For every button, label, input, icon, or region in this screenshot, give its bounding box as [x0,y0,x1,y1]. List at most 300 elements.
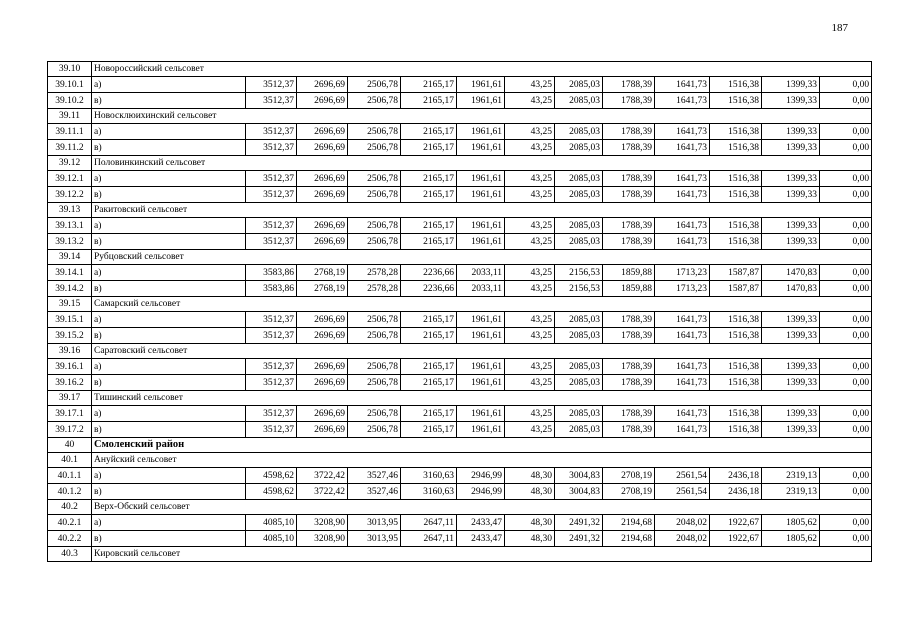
value-cell: 4598,62 [246,484,297,500]
section-row [48,500,872,515]
value-cell: 43,25 [505,328,555,344]
value-cell: 1961,61 [457,375,505,391]
value-cell: 1641,73 [655,124,710,140]
value-cell: 2696,69 [297,422,348,438]
row-code: 39.17.2 [48,422,92,438]
value-cell: 1516,38 [710,234,762,250]
value-cell: 1788,39 [603,124,655,140]
value-cell: 1788,39 [603,375,655,391]
value-cell: 1961,61 [457,406,505,422]
value-cell: 3004,83 [555,484,603,500]
value-cell: 2696,69 [297,312,348,328]
value-cell: 3013,95 [348,531,401,547]
value-cell: 1961,61 [457,140,505,156]
row-code: 39.17 [48,391,92,406]
value-cell: 3512,37 [246,359,297,375]
value-cell: 1713,23 [655,281,710,297]
value-cell: 43,25 [505,234,555,250]
value-cell: 1961,61 [457,328,505,344]
value-cell: 1641,73 [655,140,710,156]
value-cell: 1961,61 [457,171,505,187]
table-row [48,234,872,250]
value-cell: 1961,61 [457,312,505,328]
value-cell: 2506,78 [348,124,401,140]
value-cell: 2578,28 [348,265,401,281]
value-cell: 2946,99 [457,468,505,484]
value-cell: 1961,61 [457,77,505,93]
value-cell: 4085,10 [246,531,297,547]
value-cell: 0,00 [820,531,872,547]
section-row [48,344,872,359]
row-code: 39.12.2 [48,187,92,203]
value-cell: 2561,54 [655,484,710,500]
value-cell: 2433,47 [457,531,505,547]
value-cell: 3512,37 [246,171,297,187]
row-label: в) [92,484,246,500]
value-cell: 0,00 [820,468,872,484]
row-code: 39.16.1 [48,359,92,375]
row-label: а) [92,468,246,484]
value-cell: 2085,03 [555,359,603,375]
value-cell: 2048,02 [655,515,710,531]
row-code: 40 [48,438,92,453]
row-code: 39.13.1 [48,218,92,234]
value-cell: 43,25 [505,422,555,438]
row-label: а) [92,359,246,375]
row-code: 40.1 [48,453,92,468]
value-cell: 1859,88 [603,265,655,281]
value-cell: 2696,69 [297,375,348,391]
value-cell: 2506,78 [348,422,401,438]
value-cell: 1399,33 [762,171,820,187]
value-cell: 2236,66 [401,265,457,281]
value-cell: 0,00 [820,422,872,438]
section-row [48,109,872,124]
value-cell: 2319,13 [762,484,820,500]
section-name: Новороссийский сельсовет [92,62,872,77]
value-cell: 0,00 [820,375,872,391]
value-cell: 1587,87 [710,281,762,297]
table-row [48,187,872,203]
row-code: 40.1.2 [48,484,92,500]
value-cell: 2506,78 [348,359,401,375]
value-cell: 1399,33 [762,359,820,375]
value-cell: 2506,78 [348,375,401,391]
row-label: а) [92,312,246,328]
value-cell: 3527,46 [348,468,401,484]
row-code: 39.10.1 [48,77,92,93]
value-cell: 1788,39 [603,234,655,250]
value-cell: 2085,03 [555,124,603,140]
value-cell: 0,00 [820,359,872,375]
table-row [48,328,872,344]
row-label: в) [92,281,246,297]
value-cell: 3583,86 [246,265,297,281]
value-cell: 4085,10 [246,515,297,531]
value-cell: 2165,17 [401,422,457,438]
value-cell: 2165,17 [401,171,457,187]
row-label: а) [92,218,246,234]
value-cell: 3722,42 [297,484,348,500]
value-cell: 1516,38 [710,312,762,328]
value-cell: 2085,03 [555,77,603,93]
value-cell: 1516,38 [710,187,762,203]
table-row [48,312,872,328]
value-cell: 1641,73 [655,359,710,375]
value-cell: 2506,78 [348,406,401,422]
value-cell: 2506,78 [348,93,401,109]
value-cell: 43,25 [505,265,555,281]
value-cell: 1516,38 [710,140,762,156]
value-cell: 2165,17 [401,77,457,93]
row-code: 39.12.1 [48,171,92,187]
row-code: 39.14 [48,250,92,265]
value-cell: 1399,33 [762,312,820,328]
value-cell: 2696,69 [297,93,348,109]
value-cell: 3013,95 [348,515,401,531]
value-cell: 2696,69 [297,77,348,93]
row-label: а) [92,77,246,93]
section-row [48,297,872,312]
value-cell: 2085,03 [555,328,603,344]
value-cell: 43,25 [505,375,555,391]
value-cell: 2085,03 [555,234,603,250]
value-cell: 1399,33 [762,406,820,422]
value-cell: 1516,38 [710,328,762,344]
value-cell: 1399,33 [762,422,820,438]
value-cell: 4598,62 [246,468,297,484]
value-cell: 2319,13 [762,468,820,484]
value-cell: 2708,19 [603,468,655,484]
row-label: в) [92,234,246,250]
value-cell: 2194,68 [603,531,655,547]
value-cell: 1805,62 [762,531,820,547]
value-cell: 2506,78 [348,140,401,156]
value-cell: 1641,73 [655,328,710,344]
value-cell: 0,00 [820,328,872,344]
value-cell: 0,00 [820,234,872,250]
value-cell: 2491,32 [555,531,603,547]
value-cell: 1788,39 [603,187,655,203]
table-row [48,515,872,531]
section-row [48,453,872,468]
value-cell: 3512,37 [246,77,297,93]
value-cell: 2165,17 [401,312,457,328]
section-name: Ракитовский сельсовет [92,203,872,218]
value-cell: 2236,66 [401,281,457,297]
value-cell: 1399,33 [762,187,820,203]
value-cell: 2165,17 [401,218,457,234]
value-cell: 0,00 [820,187,872,203]
value-cell: 1516,38 [710,77,762,93]
section-name: Кировский сельсовет [92,547,872,562]
value-cell: 3512,37 [246,218,297,234]
value-cell: 2506,78 [348,328,401,344]
value-cell: 2696,69 [297,234,348,250]
section-row [48,547,872,562]
row-code: 39.14.1 [48,265,92,281]
value-cell: 2033,11 [457,281,505,297]
section-row [48,62,872,77]
row-label: в) [92,422,246,438]
value-cell: 2194,68 [603,515,655,531]
value-cell: 1399,33 [762,234,820,250]
value-cell: 2696,69 [297,406,348,422]
value-cell: 1788,39 [603,171,655,187]
value-cell: 2085,03 [555,187,603,203]
value-cell: 1788,39 [603,422,655,438]
value-cell: 1641,73 [655,77,710,93]
value-cell: 1516,38 [710,171,762,187]
value-cell: 2506,78 [348,218,401,234]
value-cell: 1470,83 [762,281,820,297]
value-cell: 3512,37 [246,93,297,109]
value-cell: 3512,37 [246,422,297,438]
table-row [48,468,872,484]
value-cell: 2165,17 [401,140,457,156]
district-name: Смоленский район [92,438,872,453]
table-row [48,124,872,140]
value-cell: 3160,63 [401,468,457,484]
value-cell: 2696,69 [297,187,348,203]
value-cell: 1399,33 [762,375,820,391]
value-cell: 3512,37 [246,312,297,328]
value-cell: 3583,86 [246,281,297,297]
row-code: 39.17.1 [48,406,92,422]
value-cell: 2696,69 [297,171,348,187]
value-cell: 43,25 [505,171,555,187]
value-cell: 0,00 [820,265,872,281]
value-cell: 43,25 [505,312,555,328]
value-cell: 2696,69 [297,218,348,234]
value-cell: 1641,73 [655,375,710,391]
value-cell: 2085,03 [555,93,603,109]
value-cell: 0,00 [820,515,872,531]
table-row [48,375,872,391]
table-row [48,406,872,422]
row-code: 39.11 [48,109,92,124]
table-row [48,93,872,109]
value-cell: 1641,73 [655,171,710,187]
value-cell: 3160,63 [401,484,457,500]
value-cell: 2436,18 [710,468,762,484]
row-code: 39.15.2 [48,328,92,344]
value-cell: 2506,78 [348,312,401,328]
value-cell: 1641,73 [655,187,710,203]
value-cell: 2085,03 [555,140,603,156]
value-cell: 1641,73 [655,312,710,328]
value-cell: 1788,39 [603,77,655,93]
value-cell: 1805,62 [762,515,820,531]
value-cell: 0,00 [820,484,872,500]
value-cell: 0,00 [820,218,872,234]
row-code: 39.14.2 [48,281,92,297]
value-cell: 1399,33 [762,124,820,140]
value-cell: 1516,38 [710,218,762,234]
value-cell: 43,25 [505,140,555,156]
value-cell: 43,25 [505,124,555,140]
value-cell: 1399,33 [762,77,820,93]
value-cell: 2085,03 [555,422,603,438]
value-cell: 1961,61 [457,218,505,234]
value-cell: 3004,83 [555,468,603,484]
row-code: 40.1.1 [48,468,92,484]
value-cell: 0,00 [820,171,872,187]
section-name: Новосклюихинский сельсовет [92,109,872,124]
value-cell: 2156,53 [555,281,603,297]
value-cell: 2647,11 [401,531,457,547]
value-cell: 3512,37 [246,124,297,140]
value-cell: 0,00 [820,124,872,140]
row-code: 39.15 [48,297,92,312]
row-code: 39.11.1 [48,124,92,140]
value-cell: 2696,69 [297,124,348,140]
row-code: 39.13.2 [48,234,92,250]
value-cell: 1641,73 [655,218,710,234]
section-name: Верх-Обский сельсовет [92,500,872,515]
value-cell: 2506,78 [348,77,401,93]
value-cell: 43,25 [505,406,555,422]
value-cell: 1961,61 [457,187,505,203]
row-code: 40.3 [48,547,92,562]
table-row [48,281,872,297]
value-cell: 2506,78 [348,187,401,203]
value-cell: 1961,61 [457,124,505,140]
value-cell: 3208,90 [297,531,348,547]
value-cell: 1399,33 [762,93,820,109]
value-cell: 3512,37 [246,140,297,156]
value-cell: 2946,99 [457,484,505,500]
value-cell: 43,25 [505,281,555,297]
row-label: в) [92,140,246,156]
row-label: а) [92,171,246,187]
value-cell: 3527,46 [348,484,401,500]
value-cell: 1788,39 [603,406,655,422]
row-code: 39.15.1 [48,312,92,328]
table-row [48,77,872,93]
value-cell: 1587,87 [710,265,762,281]
table-row [48,218,872,234]
value-cell: 2085,03 [555,171,603,187]
value-cell: 2491,32 [555,515,603,531]
row-code: 39.16 [48,344,92,359]
row-code: 40.2.2 [48,531,92,547]
row-code: 40.2.1 [48,515,92,531]
value-cell: 0,00 [820,93,872,109]
value-cell: 1713,23 [655,265,710,281]
value-cell: 3722,42 [297,468,348,484]
value-cell: 0,00 [820,77,872,93]
row-label: в) [92,531,246,547]
value-cell: 1641,73 [655,422,710,438]
value-cell: 2165,17 [401,375,457,391]
value-cell: 3512,37 [246,375,297,391]
value-cell: 1788,39 [603,93,655,109]
section-name: Самарский сельсовет [92,297,872,312]
section-row [48,391,872,406]
value-cell: 1961,61 [457,93,505,109]
value-cell: 2085,03 [555,406,603,422]
row-code: 39.12 [48,156,92,171]
row-label: а) [92,265,246,281]
value-cell: 2561,54 [655,468,710,484]
page-number: 187 [831,22,848,34]
table-body [48,62,872,562]
value-cell: 48,30 [505,484,555,500]
value-cell: 2506,78 [348,171,401,187]
value-cell: 1399,33 [762,140,820,156]
value-cell: 1641,73 [655,406,710,422]
value-cell: 1961,61 [457,234,505,250]
value-cell: 1788,39 [603,328,655,344]
value-cell: 1399,33 [762,218,820,234]
value-cell: 1470,83 [762,265,820,281]
section-name: Тишинский сельсовет [92,391,872,406]
section-name: Саратовский сельсовет [92,344,872,359]
table-row [48,171,872,187]
table-row [48,531,872,547]
value-cell: 2768,19 [297,265,348,281]
value-cell: 0,00 [820,281,872,297]
value-cell: 1641,73 [655,93,710,109]
value-cell: 1399,33 [762,328,820,344]
value-cell: 48,30 [505,515,555,531]
value-cell: 2768,19 [297,281,348,297]
row-code: 39.11.2 [48,140,92,156]
value-cell: 3512,37 [246,234,297,250]
value-cell: 1788,39 [603,359,655,375]
value-cell: 2085,03 [555,218,603,234]
value-cell: 2033,11 [457,265,505,281]
district-row [48,438,872,453]
table-row [48,422,872,438]
value-cell: 2048,02 [655,531,710,547]
row-label: а) [92,124,246,140]
value-cell: 1516,38 [710,422,762,438]
table-row [48,265,872,281]
row-label: в) [92,93,246,109]
value-cell: 3512,37 [246,187,297,203]
value-cell: 2433,47 [457,515,505,531]
value-cell: 48,30 [505,468,555,484]
section-row [48,250,872,265]
section-row [48,203,872,218]
value-cell: 1516,38 [710,93,762,109]
value-cell: 2578,28 [348,281,401,297]
value-cell: 1961,61 [457,422,505,438]
value-cell: 2165,17 [401,406,457,422]
value-cell: 43,25 [505,77,555,93]
value-cell: 2696,69 [297,328,348,344]
value-cell: 2647,11 [401,515,457,531]
value-cell: 1516,38 [710,406,762,422]
row-label: в) [92,375,246,391]
value-cell: 1922,67 [710,531,762,547]
value-cell: 0,00 [820,406,872,422]
value-cell: 1788,39 [603,218,655,234]
row-code: 39.10 [48,62,92,77]
table-row [48,359,872,375]
value-cell: 2696,69 [297,359,348,375]
section-name: Рубцовский сельсовет [92,250,872,265]
value-cell: 43,25 [505,218,555,234]
value-cell: 1641,73 [655,234,710,250]
row-label: а) [92,515,246,531]
section-name: Ануйский сельсовет [92,453,872,468]
row-label: а) [92,406,246,422]
value-cell: 1859,88 [603,281,655,297]
value-cell: 1516,38 [710,375,762,391]
